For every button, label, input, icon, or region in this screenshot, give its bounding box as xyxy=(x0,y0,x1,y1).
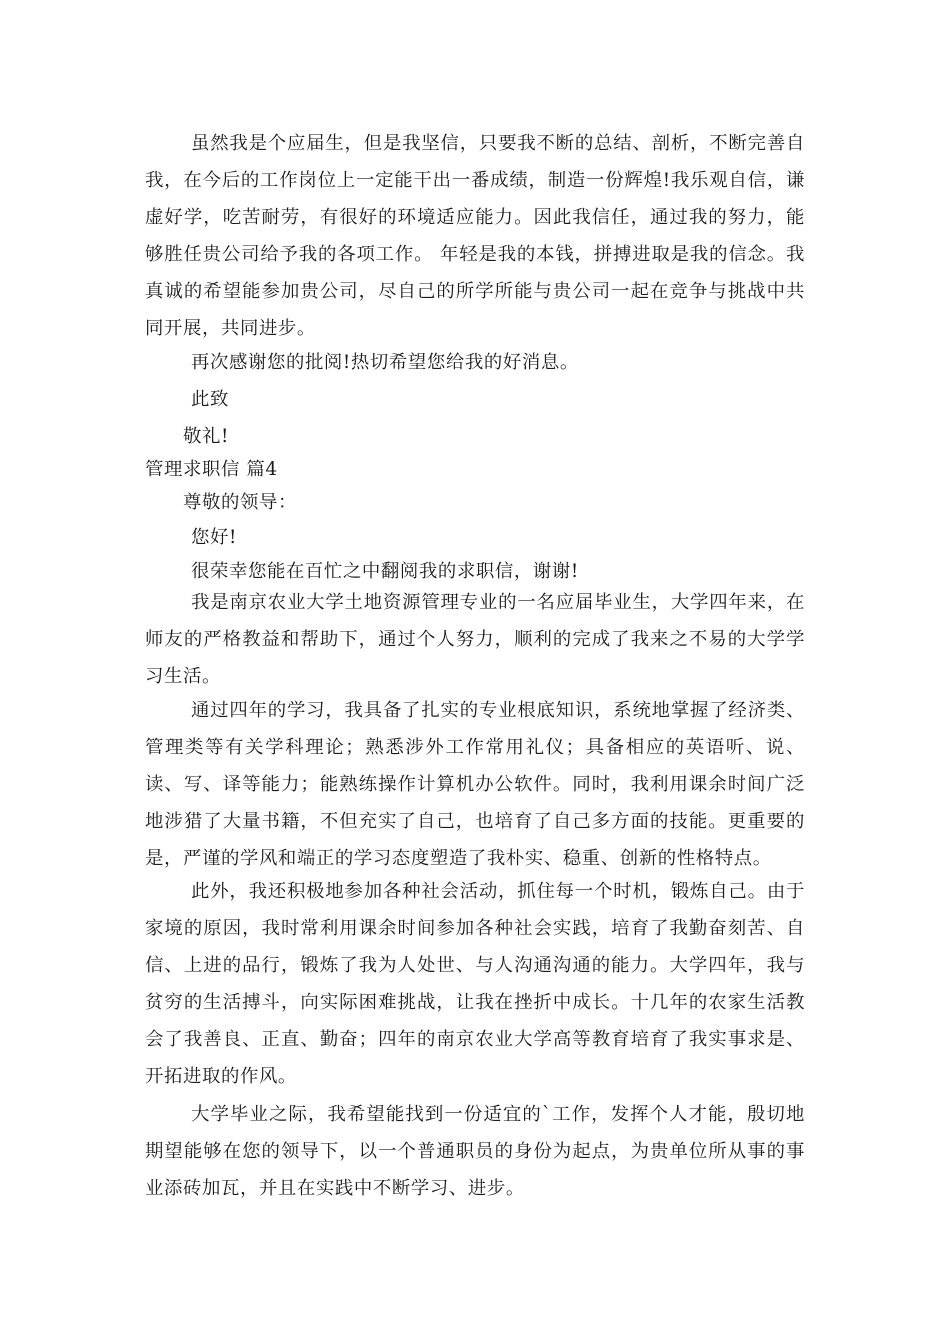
section-title: 管理求职信 篇4 xyxy=(145,459,278,480)
closing-line-1: 此致 xyxy=(191,389,229,410)
paragraph-activities: 此外，我还积极地参加各种社会活动，抓住每一个时机，锻炼自己。由于家境的原因，我时常利用课余时间参加各种社会实践，培育了我勤奋刻苦、自信、上进的品行，锻炼了我为人处世、与人沟通沟通的能力。大学四年，我与贫穷的生活搏斗，向实际困难挑战，让我在挫折中成长。十几年的农家生活教会了我善良、正直、勤奋；四年的南京农业大学高等教育培育了我实事求是、开拓进取的作风。 xyxy=(145,881,805,1087)
salutation: 尊敬的领导： xyxy=(183,492,297,513)
intro-line: 很荣幸您能在百忙之中翻阅我的求职信，谢谢! xyxy=(191,561,579,582)
thanks-line: 再次感谢您的批阅!热切希望您给我的好消息。 xyxy=(191,352,579,373)
greeting: 您好! xyxy=(191,527,237,548)
paragraph-self-confidence: 虽然我是个应届生，但是我坚信，只要我不断的总结、剖析，不断完善自我，在今后的工作岗位上一定能干出一番成绩，制造一份辉煌!我乐观自信，谦虚好学，吃苦耐劳，有很好的环境适应能力。因此我信任，通过我的努力，能够胜任贵公司给予我的各项工作。 年轻是我的本钱，拼搏进取是我的信念。我真诚的希望能参加贵公司，尽自己的所学所能与贵公司一起在竞争与挑战中共同开展，共同进步。 xyxy=(145,133,805,339)
closing-line-2: 敬礼! xyxy=(183,426,229,447)
paragraph-study: 通过四年的学习，我具备了扎实的专业根底知识，系统地掌握了经济类、管理类等有关学科理论；熟悉涉外工作常用礼仪；具备相应的英语听、说、读、写、译等能力；能熟练操作计算机办公软件。同时，我利用课余时间广泛地涉猎了大量书籍，不但充实了自己，也培育了自己多方面的技能。更重要的是，严谨的学风和端正的学习态度塑造了我朴实、稳重、创新的性格特点。 xyxy=(145,700,805,869)
paragraph-introduction: 我是南京农业大学土地资源管理专业的一名应届毕业生，大学四年来，在师友的严格教益和帮助下，通过个人努力，顺利的完成了我来之不易的大学学习生活。 xyxy=(145,592,805,687)
paragraph-expectation: 大学毕业之际，我希望能找到一份适宜的`工作，发挥个人才能，殷切地期望能够在您的领导下，以一个普通职员的身份为起点，为贵单位所从事的事业添砖加瓦，并且在实践中不断学习、进步。 xyxy=(145,1104,805,1199)
